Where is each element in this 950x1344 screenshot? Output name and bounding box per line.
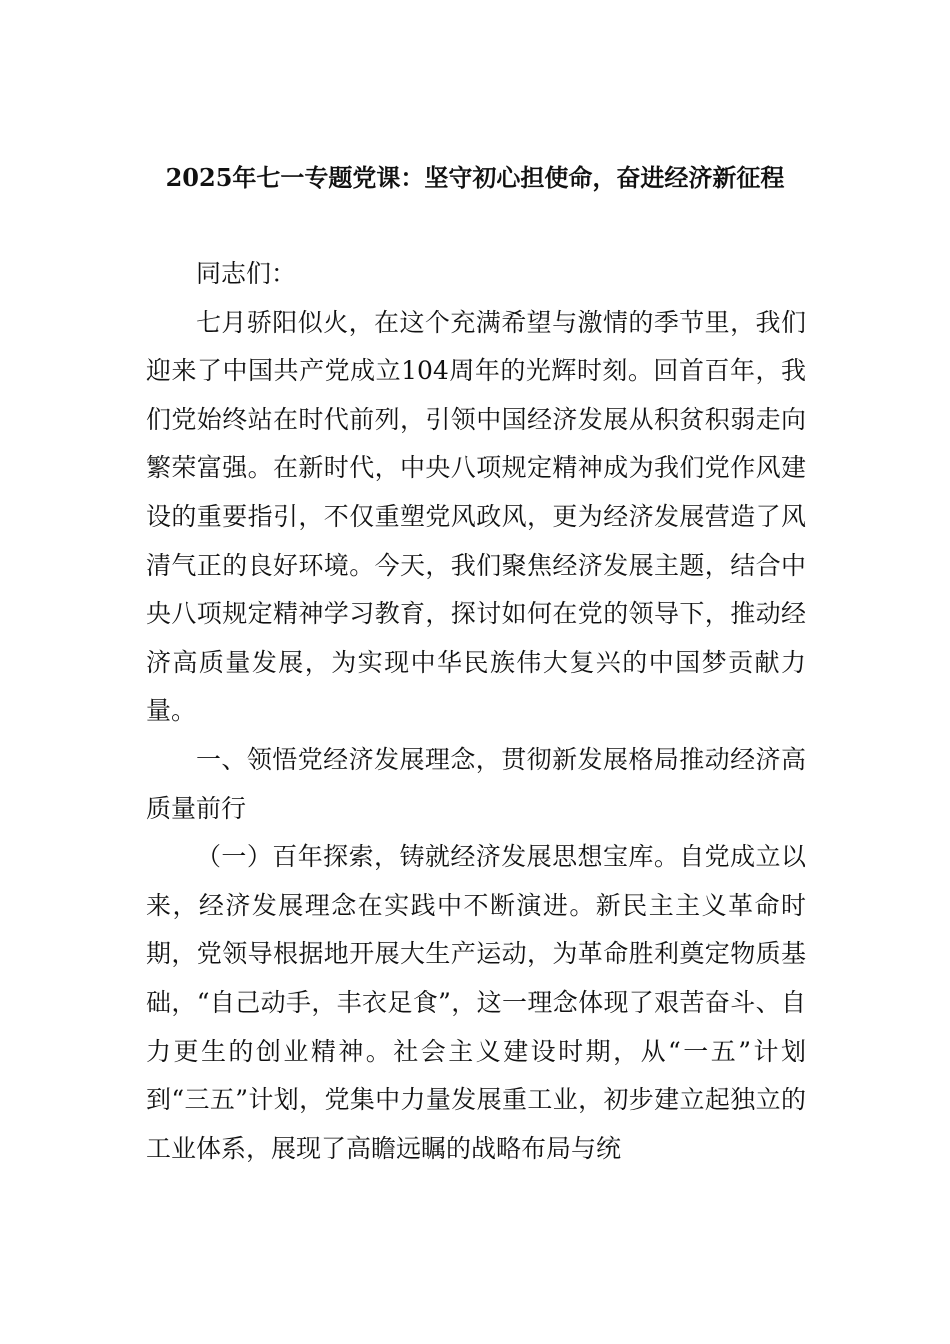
document-title: 2025年七一专题党课：坚守初心担使命，奋进经济新征程 xyxy=(165,163,785,192)
salutation-paragraph: 同志们： xyxy=(196,259,297,288)
document-body xyxy=(146,250,806,1173)
subsection-paragraph-1: （一）百年探索，铸就经济发展思想宝库。自党成立以来，经济发展理念在实践中不断演进。新民主主义革命时期，党领导根据地开展大生产运动，为革命胜利奠定物质基础，“自己动手，丰衣足食”，这一理念体现了艰苦奋斗、自力更生的创业精神。社会主义建设时期，从“一五”计划到“三五”计划，党集中力量发展重工业，初步建立起独立的工业体系，展现了高瞻远瞩的战略布局与统 xyxy=(146,842,806,1163)
intro-paragraph: 七月骄阳似火，在这个充满希望与激情的季节里，我们迎来了中国共产党成立104周年的光辉时刻。回首百年，我们党始终站在时代前列，引领中国经济发展从积贫积弱走向繁荣富强。在新时代，中央八项规定精神成为我们党作风建设的重要指引，不仅重塑党风政风，更为经济发展营造了风清气正的良好环境。今天，我们聚焦经济发展主题，结合中央八项规定精神学习教育，探讨如何在党的领导下，推动经济高质量发展，为实现中华民族伟大复兴的中国梦贡献力量。 xyxy=(146,307,806,726)
section-heading-1: 一、领悟党经济发展理念，贯彻新发展格局推动经济高质量前行 xyxy=(146,744,806,823)
